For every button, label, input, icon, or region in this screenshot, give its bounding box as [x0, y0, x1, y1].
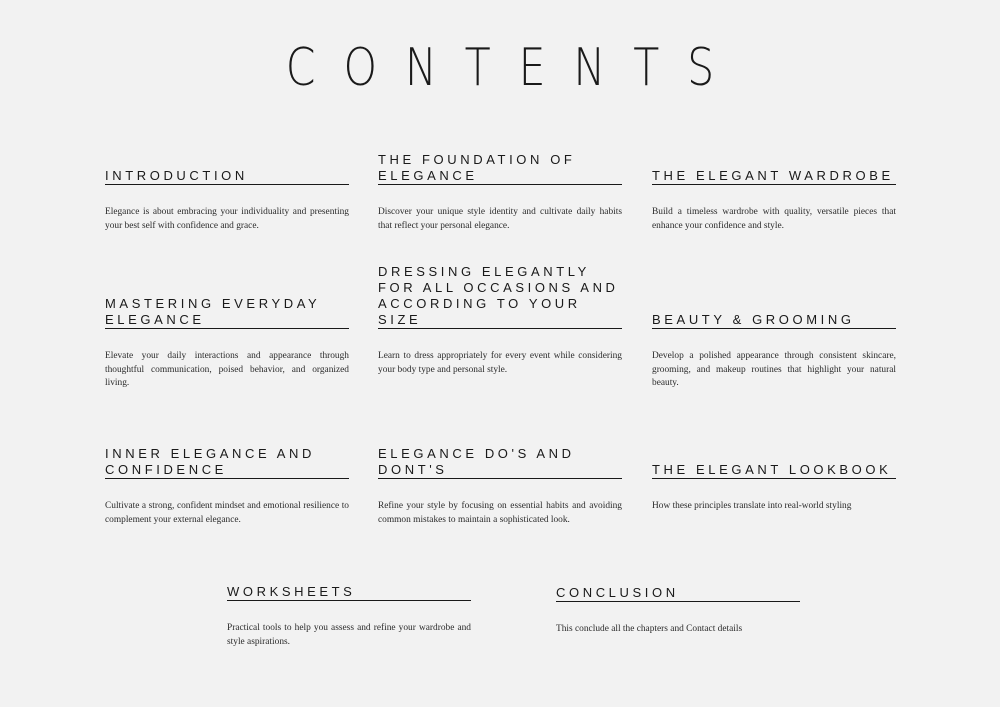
section-divider — [652, 478, 896, 479]
section-divider — [105, 184, 349, 185]
section-conclusion — [556, 560, 800, 637]
section-description: Learn to dress appropriately for every event while considering your body type and personal style. — [378, 351, 622, 375]
section-divider — [105, 328, 349, 329]
section-mastering-everyday-elegance — [105, 250, 349, 391]
section-heading: DRESSING ELEGANTLY FOR ALL OCCASIONS AND ACCORDING TO YOUR SIZE — [378, 264, 619, 327]
section-description: Discover your unique style identity and cultivate daily habits that reflect your personal elegance. — [378, 207, 622, 231]
section-description: Elevate your daily interactions and appearance through thoughtful communication, poised behavior, and organized living. — [105, 351, 349, 389]
section-heading: MASTERING EVERYDAY ELEGANCE — [105, 296, 321, 327]
section-elegance-dos-donts — [378, 430, 622, 527]
section-description: Build a timeless wardrobe with quality, versatile pieces that enhance your confidence and style. — [652, 207, 896, 231]
section-heading: THE ELEGANT LOOKBOOK — [652, 462, 892, 477]
section-dressing-elegantly — [378, 250, 622, 377]
page-title: CONTENTS — [285, 38, 743, 98]
section-description: Practical tools to help you assess and refine your wardrobe and style aspirations. — [227, 623, 471, 647]
section-description: How these principles translate into real-world styling — [652, 501, 852, 511]
section-divider — [105, 478, 349, 479]
section-heading: INTRODUCTION — [105, 168, 248, 183]
section-divider — [378, 184, 622, 185]
section-elegant-lookbook — [652, 430, 896, 514]
section-heading: CONCLUSION — [556, 585, 679, 600]
section-description: Refine your style by focusing on essential habits and avoiding common mistakes to maintain a sophisticated look. — [378, 501, 622, 525]
section-inner-elegance — [105, 430, 349, 527]
section-heading: THE FOUNDATION OF ELEGANCE — [378, 152, 576, 183]
section-worksheets — [227, 560, 471, 649]
section-foundation-of-elegance — [378, 140, 622, 233]
section-divider — [378, 478, 622, 479]
section-description: This conclude all the chapters and Contact details — [556, 624, 743, 634]
section-divider — [652, 184, 896, 185]
section-beauty-grooming — [652, 250, 896, 391]
section-description: Cultivate a strong, confident mindset and emotional resilience to complement your external elegance. — [105, 501, 349, 525]
section-elegant-wardrobe — [652, 140, 896, 233]
section-divider — [378, 328, 622, 329]
section-heading: WORKSHEETS — [227, 584, 356, 599]
section-heading: BEAUTY & GROOMING — [652, 312, 855, 327]
section-divider — [652, 328, 896, 329]
section-heading: INNER ELEGANCE AND CONFIDENCE — [105, 446, 316, 477]
section-divider — [227, 600, 471, 601]
section-introduction — [105, 140, 349, 233]
section-description: Elegance is about embracing your individuality and presenting your best self with confidence and grace. — [105, 207, 349, 231]
section-description: Develop a polished appearance through consistent skincare, grooming, and makeup routines that highlight your natural beauty. — [652, 351, 896, 389]
section-heading: ELEGANCE DO'S AND DONT'S — [378, 446, 575, 477]
section-divider — [556, 601, 800, 602]
section-heading: THE ELEGANT WARDROBE — [652, 168, 894, 183]
